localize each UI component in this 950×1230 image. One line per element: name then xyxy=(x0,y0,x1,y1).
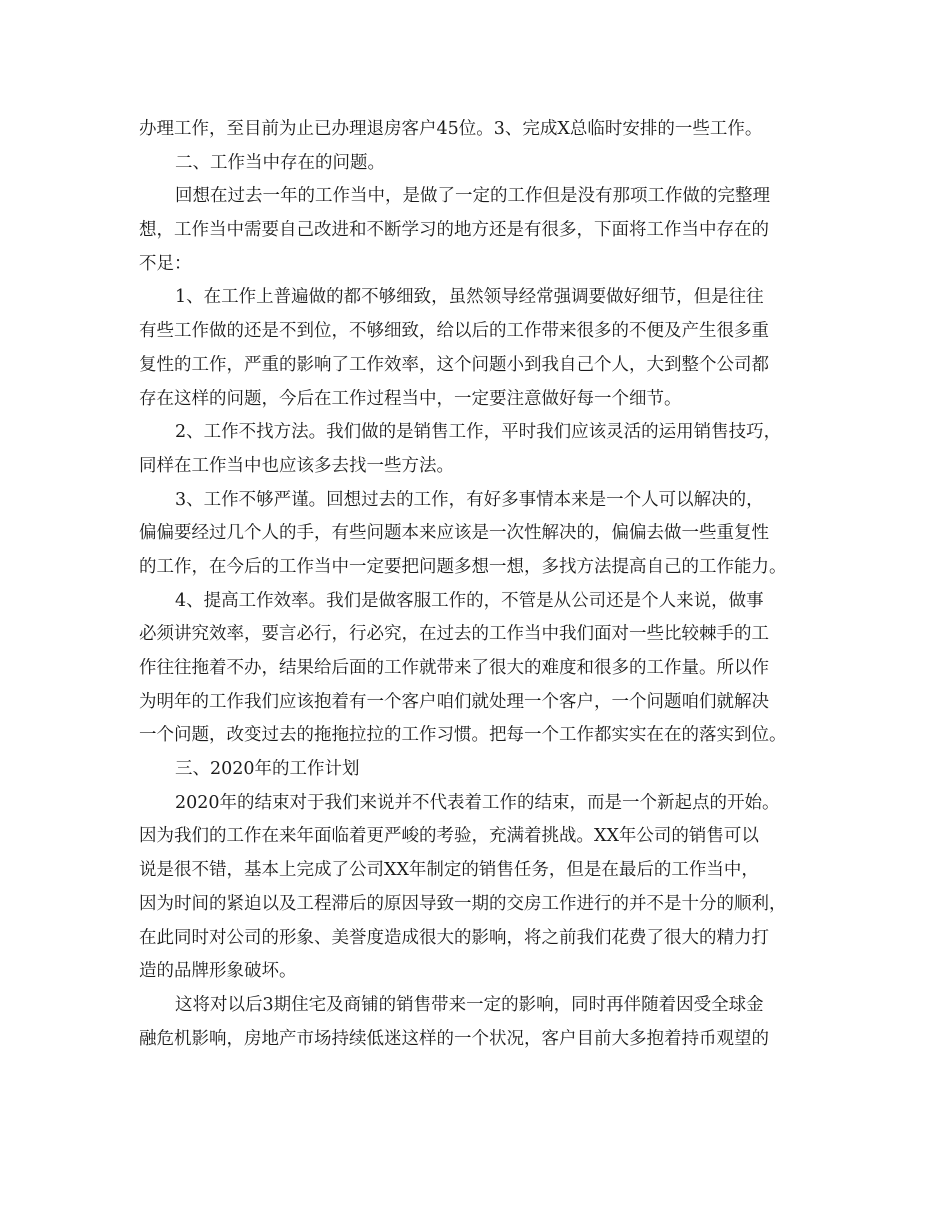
text-line: 2、工作不找方法。我们做的是销售工作，平时我们应该灵活的运用销售技巧， xyxy=(175,422,782,443)
text-line: 存在这样的问题，今后在工作过程当中，一定要注意做好每一个细节。 xyxy=(139,388,682,409)
text-line: 说是很不错，基本上完成了公司XX年制定的销售任务，但是在最后的工作当中， xyxy=(139,860,759,881)
text-line: 有些工作做的还是不到位，不够细致，给以后的工作带来很多的不便及产生很多重 xyxy=(139,321,769,342)
text-line: 复性的工作，严重的影响了工作效率，这个问题小到我自己个人，大到整个公司都 xyxy=(139,354,769,375)
document-body xyxy=(139,113,825,1056)
text-line: 2020年的结束对于我们来说并不代表着工作的结束，而是一个新起点的开始。 xyxy=(175,792,780,813)
text-line: 因为时间的紧迫以及工程滞后的原因导致一期的交房工作进行的并不是十分的顺利， xyxy=(139,893,787,914)
text-line: 1、在工作上普遍做的都不够细致，虽然领导经常强调要做好细节，但是往往 xyxy=(175,287,764,308)
text-line: 为明年的工作我们应该抱着有一个客户咱们就处理一个客户，一个问题咱们就解决 xyxy=(139,691,769,712)
text-line: 偏偏要经过几个人的手，有些问题本来应该是一次性解决的，偏偏去做一些重复性 xyxy=(139,523,769,544)
text-line: 想，工作当中需要自己改进和不断学习的地方还是有很多，下面将工作当中存在的 xyxy=(139,220,769,241)
text-line: 必须讲究效率，要言必行，行必究，在过去的工作当中我们面对一些比较棘手的工 xyxy=(139,624,769,645)
text-line: 作往往拖着不办，结果给后面的工作就带来了很大的难度和很多的工作量。所以作 xyxy=(139,658,769,678)
text-line: 这将对以后3期住宅及商铺的销售带来一定的影响，同时再伴随着因受全球金 xyxy=(175,994,764,1015)
text-line: 因为我们的工作在来年面临着更严峻的考验，充满着挑战。XX年公司的销售可以 xyxy=(139,826,759,847)
text-line: 同样在工作当中也应该多去找一些方法。 xyxy=(139,455,454,476)
text-line: 4、提高工作效率。我们是做客服工作的，不管是从公司还是个人来说，做事 xyxy=(175,590,764,611)
text-line: 一个问题，改变过去的拖拖拉拉的工作习惯。把每一个工作都实实在在的落实到位。 xyxy=(139,725,787,746)
text-line: 三、2020年的工作计划 xyxy=(175,759,360,780)
text-line: 回想在过去一年的工作当中，是做了一定的工作但是没有那项工作做的完整理 xyxy=(175,186,770,207)
text-line: 办理工作，至目前为止已办理退房客户45位。3、完成X总临时安排的一些工作。 xyxy=(139,119,763,139)
text-line: 二、工作当中存在的问题。 xyxy=(175,152,385,173)
text-line: 造的品牌形象破坏。 xyxy=(139,961,297,982)
text-line: 不足： xyxy=(139,253,192,274)
text-line: 3、工作不够严谨。回想过去的工作，有好多事情本来是一个人可以解决的， xyxy=(175,489,764,510)
text-line: 的工作，在今后的工作当中一定要把问题多想一想，多找方法提高自己的工作能力。 xyxy=(139,556,787,577)
text-line: 在此同时对公司的形象、美誉度造成很大的影响，将之前我们花费了很大的精力打 xyxy=(139,927,769,948)
text-line: 融危机影响，房地产市场持续低迷这样的一个状况，客户目前大多抱着持币观望的 xyxy=(139,1028,769,1049)
